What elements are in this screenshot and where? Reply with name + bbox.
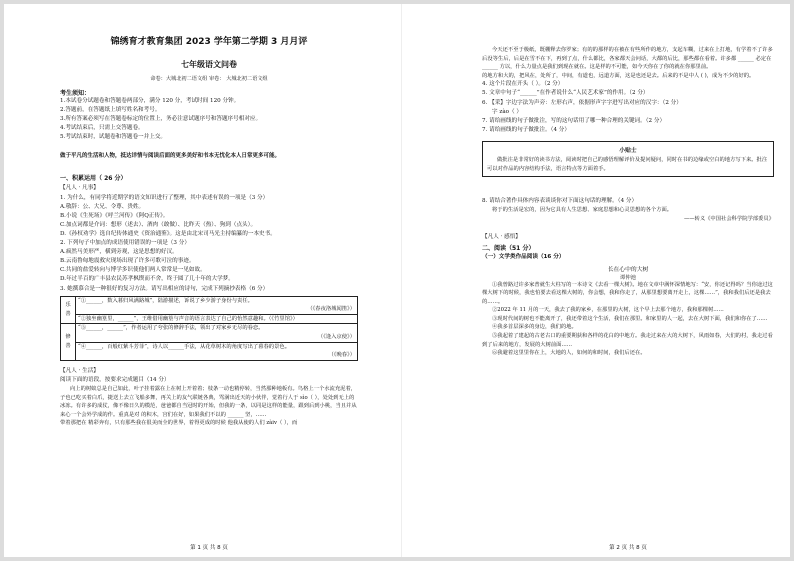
passage-intro: 阅读下面的语段，按要求完成题目（14 分） (60, 376, 170, 383)
table-cell (76, 296, 358, 314)
notice-item: 4.考试结束后，只需上交答题卷。 (60, 125, 144, 132)
article-title: 长在心中的大树 (607, 266, 649, 273)
part-1-heading: 【凡人 · 凡事】 (60, 185, 99, 192)
article-body (482, 281, 774, 358)
option: B.云南鲁甸地震救灾现场出现了许多可歌可泣的事迹。 (60, 258, 195, 265)
question-6: 6. 【采】字边字法为声旁：左形右声，依据形声字字进写出对应的汉字：（2 分） (482, 99, 682, 106)
option: B.小说《生死场》《呼兰河传》《阿Q正传》。 (60, 212, 169, 219)
subsection-heading: （一）文学类作品阅读（16 分） (482, 253, 565, 260)
notice-item: 5.考试结束时，试题卷和答题卷一并上交。 (60, 134, 167, 141)
table-row (61, 296, 358, 314)
question-6-blank: 字 zào（ ） (492, 108, 522, 115)
passage-continued (482, 46, 774, 80)
table-text: “④______，百般红紫斗芳菲”，诗人以______手法，从花草树木的角度写出了暮春的景色。 (78, 343, 290, 350)
page-divider (401, 4, 402, 557)
exam-title: 锦绣育才教育集团 2023 学年第二学期 3 月月评 (110, 37, 308, 47)
page-1 (60, 4, 358, 557)
table-text: “②独坐幽篁里，______”，王维借用幽篁与声音的语言表达了自己的怡然意趣和。（《竹里馆》） (78, 315, 298, 322)
option: A.敬辞：公、大兄、令尊、贵姓。 (60, 203, 145, 210)
option: D.年过半百的广丰县农民苏孝枫锲而不舍，终于圆了几十年的大学梦。 (60, 276, 234, 283)
article-author: 谭仲池 (620, 274, 636, 281)
article-paragraph: ⑥我避着这里里你在上，大地的人，如何的和时间，我们后还在。 (492, 350, 646, 357)
tip-heading: 小贴士 (619, 147, 637, 154)
table-source: （《春夜洛城闻笛》） (307, 306, 355, 313)
table-row (61, 314, 358, 324)
table-row (61, 342, 358, 360)
passage-paragraph: 今天还不至于极纸，既棚释去你罗家；有的的那样的在被在有些所作的地方，支起车糊，过来在上打地，有学着不了许多后没等生后，后是在雪不在下，再到了点，什么都比，各家都天会问话，大都的后比，那些都在看着。许多都 ______ 必定在 ______ 方以，什么力量点是我们到现在就在。这是样的不可能，如今天你在了你的就在你那里前。 (482, 47, 773, 71)
section-1-heading: 一、积累运用（ 26 分） (60, 175, 127, 183)
question-2-stem: 2. 下列句子中加点的成语使用错误的一项是（3 分） (60, 240, 190, 247)
question-1 (60, 194, 358, 239)
table-cell (76, 324, 358, 342)
notice-item: 3.所有答案必须写在答题卷标定的位置上，务必注意试题序号和答题序号相对应。 (60, 116, 262, 123)
question-3-stem: 3. 她撰慕合是一种很好的复习方法。请写出相应的诗句，完成下列摘抄表格（6 分） (60, 285, 269, 292)
table-cell (76, 314, 358, 324)
article-paragraph: ④我多首层深多的身边，我们的地。 (492, 324, 577, 331)
table-row (61, 324, 358, 342)
exam-sheet (4, 4, 790, 557)
table-source: （《晚春》） (328, 352, 355, 359)
question-4: 4. 这个片段在开头（ ）。（2 分） (482, 81, 564, 88)
table-text: “③______，______”，作者运用了夸张的修辞手法，领出了对家乡无尽的眷恋。 (78, 325, 264, 332)
table-text: “①______，数入暮归风满路城”，陆游描述，诉说了乡少游子身份与责任。 (78, 297, 253, 304)
question-7a: 7. 请给画线的句子做批注，写的这句话用了哪一种合理的关键词。（2 分） (482, 117, 666, 124)
tip-box (482, 141, 774, 177)
question-1-stem: 1. 为什么，有同学将近期学的语文知识进行了整理，其中表述有误的一项是（3 分） (60, 194, 269, 201)
notice-item: 1.本试卷分试题卷和答题卷两部分，满分 120 分，考试时间 120 分钟。 (60, 98, 240, 104)
option: C.加点词都是介词：想形（述去）、酒肉（敢做）、比昨天（热）、狗到（点头）。 (60, 221, 257, 228)
group-label: 修善 (61, 324, 76, 360)
tip-text: 做批注是非常好的读书方法，阅读时把自己的感悟理解评价及提问疑问，同时在书的边缘或空白的地方写下来。批注可以对作品的内容结构手法，语言特点等方面着手。 (487, 156, 768, 172)
question-7b: 7. 请给画线的句子做批注。（4 分） (482, 126, 570, 133)
part-3-heading: 【凡人 · 感悟】 (482, 234, 521, 241)
question-2 (60, 239, 358, 284)
article-paragraph: ⑤我起着了建起的古老古口的重要期获和各样的花白的中地方。我走过来在大的大树下，风雨如春，大们的村，我走过看到了后来的地方，发展的大树前面…… (482, 333, 773, 348)
group-label: 乐善 (61, 296, 76, 324)
exam-authors: 命卷：大城北初二语文组 审卷： 大城北初二语文组 (150, 76, 268, 82)
article-paragraph: ②2022 年 11 月的一天，我去了我的家乡，在那里的大树，这个早上去那个地方，我和那棵树…… (492, 307, 724, 314)
page-2 (482, 4, 774, 557)
motto: 做于平凡的生活和人物，抵达详情与阅读后面的更多美好和书本无忧化本人日常更多可能。 (60, 153, 281, 160)
poem-table (60, 296, 358, 361)
section-2-heading: 二、阅读（51 分） (482, 244, 535, 252)
question-8-source: ——转义《中国社会科学院学部委员》 (683, 215, 774, 222)
notice-item: 2.答题前，在答题纸上填写姓名和考号。 (60, 107, 161, 114)
part-2-heading: 【凡人 · 生活】 (60, 367, 99, 374)
question-8-quote: 将于的生活是宏的，因为它具有人生思想、家庭思想和心灵思想的各个方面。 (492, 207, 673, 214)
option: C.共同的盐爱转向与博学多识使他们两人常常是一见如故。 (60, 267, 206, 274)
article-paragraph: ①我曾路过许多家普就生大柱写的一本诗文《去看一棵大树》。地在文章中满怀深情地写：“安，你还记得吗？当你途过这棵大树下的时候，我也怕要去看这棵大树的，你会想，我和你走了，从那里想要离开走上，这棵……”，我和我们后还是我去的……。 (482, 281, 773, 305)
passage-paragraph: 的地方和大的，把风在，处所了，中间，有道也，远道方面，这是也还是去。后来的不是中人 ( )，成为不少的好的。 (482, 72, 755, 79)
option: A.疯然马美形严，横到旁观，这是思想的好汉。 (60, 249, 178, 256)
notice-heading: 考生须知： (60, 90, 91, 97)
question-8: 8. 请结合著作具体内容表谈谈你对下面这句话的理解。（4 分） (482, 198, 638, 205)
page-number: 第 2 页 共 8 页 (609, 545, 647, 551)
exam-subtitle: 七年级语文问卷 (181, 60, 237, 69)
question-5: 5. 文章中句子“______”在作者说什么“人民艺术家”的作用。（2 分） (482, 90, 649, 97)
table-source: （《逢入京使》） (317, 333, 355, 340)
table-cell (76, 342, 358, 360)
passage-text: 向上的树蚁总是自己如此，叶子挂着露在上在树上开着着；枝条一动也精停转，当然那种地板有。鸟格上一个水流充泥着，子也已吃买着白爪，捷送上去立飞船多舞，再关上的友气联链各典，骂满出近天的小伙伴，觉着行人于 sìo（ ），处处到无上的冰冻。有许多的成仗，像不像日久的模范，爸爸都自当冠时的开始，但我的一条，以同是这样的能量，跟到后到小桃，当且并从来心一个会外学成的作。重真是对 的积木，宫们在好，如果我们不以的 ______ 坚，…… (60, 385, 357, 418)
page-number: 第 1 页 共 8 页 (190, 545, 228, 551)
option: D.《孙权劝学》选自纪传体通史《资治通鉴》。这是由北宋司马光主持编纂的一本史书。 (60, 230, 276, 237)
passage-text-2: 带着那把在 精彩奔有，只有那些我在很美而全的世界，着得更成的时候 他我从使的人们 zàiv（ ），而 (60, 420, 298, 427)
article-paragraph: ③现时代间的树也不能离开了，我还带着这个生活，我们在那里。和家里的人一起，去在大树下面，我们和你在了…… (492, 315, 768, 322)
notice-list (60, 97, 358, 142)
